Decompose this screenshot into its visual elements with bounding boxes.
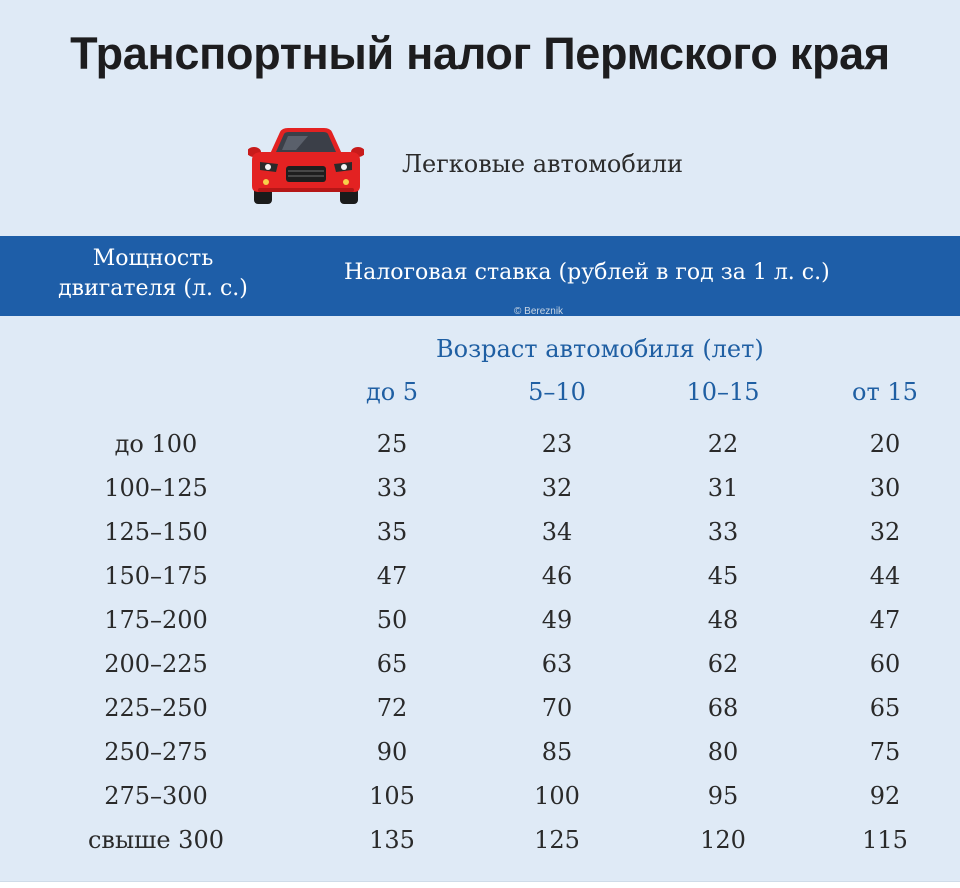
rate-cell: 30 [869, 474, 901, 502]
power-range-cell: 175–200 [104, 606, 208, 634]
rate-cell: 120 [700, 826, 746, 854]
rate-cell: 63 [541, 650, 573, 678]
rate-cell: 32 [869, 518, 901, 546]
rate-cell: 50 [376, 606, 408, 634]
power-range-cell: до 100 [114, 430, 198, 458]
table-row [0, 694, 960, 734]
rate-cell: 68 [707, 694, 739, 722]
rate-cell: 85 [541, 738, 573, 766]
rate-column-header: Налоговая ставка (рублей в год за 1 л. с.) [344, 260, 830, 285]
rate-cell: 135 [369, 826, 415, 854]
age-group-label: Возраст автомобиля (лет) [436, 335, 764, 363]
rate-cell: 115 [862, 826, 908, 854]
rate-cell: 95 [707, 782, 739, 810]
power-range-cell: 125–150 [104, 518, 208, 546]
rate-cell: 47 [869, 606, 901, 634]
page-title: Транспортный налог Пермского края [70, 28, 890, 79]
table-row [0, 606, 960, 646]
rate-cell: 48 [707, 606, 739, 634]
rate-cell: 90 [376, 738, 408, 766]
table-row [0, 562, 960, 602]
power-header-line-1: Мощность [92, 246, 214, 271]
rate-cell: 34 [541, 518, 573, 546]
age-column-header: 5–10 [528, 378, 586, 406]
rate-cell: 72 [376, 694, 408, 722]
age-column-header: до 5 [365, 378, 419, 406]
rate-cell: 20 [869, 430, 901, 458]
rate-cell: 60 [869, 650, 901, 678]
rate-cell: 70 [541, 694, 573, 722]
age-column-header: от 15 [852, 378, 918, 406]
rate-cell: 65 [376, 650, 408, 678]
rate-cell: 49 [541, 606, 573, 634]
rate-cell: 125 [534, 826, 580, 854]
watermark: © Bereznik [514, 306, 564, 317]
power-range-cell: 200–225 [104, 650, 208, 678]
power-header-line-2: двигателя (л. с.) [58, 276, 248, 301]
table-row [0, 738, 960, 778]
car-icon [248, 126, 364, 206]
rate-cell: 32 [541, 474, 573, 502]
rate-cell: 25 [376, 430, 408, 458]
rate-cell: 62 [707, 650, 739, 678]
table-row [0, 782, 960, 822]
rate-cell: 65 [869, 694, 901, 722]
rate-cell: 80 [707, 738, 739, 766]
rate-cell: 33 [707, 518, 739, 546]
table-header-band [0, 236, 960, 316]
rate-cell: 46 [541, 562, 573, 590]
table-row [0, 430, 960, 470]
table-row [0, 826, 960, 866]
rate-cell: 92 [869, 782, 901, 810]
table-row [0, 518, 960, 558]
rate-cell: 44 [869, 562, 901, 590]
power-range-cell: 250–275 [104, 738, 208, 766]
rate-cell: 33 [376, 474, 408, 502]
rate-cell: 22 [707, 430, 739, 458]
rate-cell: 75 [869, 738, 901, 766]
power-range-cell: 150–175 [104, 562, 208, 590]
rate-cell: 23 [541, 430, 573, 458]
vehicle-category-label: Легковые автомобили [402, 150, 684, 178]
rate-cell: 45 [707, 562, 739, 590]
age-column-header: 10–15 [686, 378, 760, 406]
rate-cell: 31 [707, 474, 739, 502]
rate-cell: 105 [369, 782, 415, 810]
table-row [0, 650, 960, 690]
table-row [0, 474, 960, 514]
rate-cell: 47 [376, 562, 408, 590]
power-range-cell: 100–125 [104, 474, 208, 502]
rate-cell: 100 [534, 782, 580, 810]
power-range-cell: 225–250 [104, 694, 208, 722]
power-column-header [28, 244, 278, 304]
power-range-cell: 275–300 [104, 782, 208, 810]
rate-cell: 35 [376, 518, 408, 546]
power-range-cell: свыше 300 [87, 826, 224, 854]
